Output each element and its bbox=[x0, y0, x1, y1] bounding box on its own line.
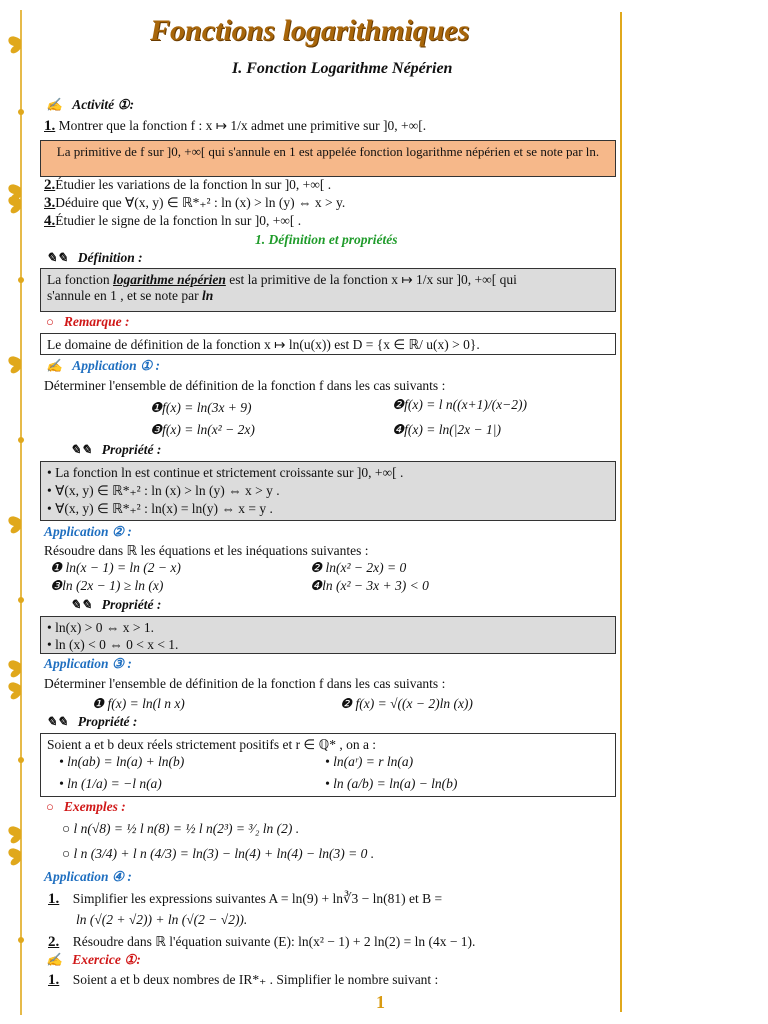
application-1-item-3: ❸f(x) = ln(x² − 2x) bbox=[150, 422, 255, 437]
decorative-vine-border bbox=[0, 0, 36, 1024]
section-definition-proprietes: 1. Définition et propriétés bbox=[255, 232, 398, 247]
definition-box bbox=[40, 268, 616, 312]
application-2-item-1: ❶ ln(x − 1) = ln (2 − x) bbox=[50, 560, 181, 575]
application-1-item-4: ❹f(x) = ln(|2x − 1|) bbox=[392, 422, 501, 437]
propriete-3-item: • ln(aʳ) = r ln(a) bbox=[325, 754, 414, 769]
definition-line-1: La fonction logarithme népérien est la primitive de la fonction x ↦ 1/x sur ]0, +∞[ qui bbox=[47, 272, 517, 287]
propriete-1-heading: ✎✎ Propriété : bbox=[70, 442, 162, 457]
application-1-item-2: ❷f(x) = l n((x+1)/(x−2)) bbox=[392, 397, 527, 412]
application-3-item-1: ❶ f(x) = ln(l n x) bbox=[92, 696, 185, 711]
propriete-3-heading: ✎✎ Propriété : bbox=[46, 714, 138, 729]
propriete-3-box bbox=[40, 733, 616, 797]
circle-bullet-icon: ○ bbox=[46, 314, 54, 329]
application-1-intro: Déterminer l'ensemble de définition de la fonction f dans les cas suivants : bbox=[44, 378, 446, 393]
exemple-2: ○ l n (3/4) + l n (4/3) = ln(3) − ln(4) + ln(4) − ln(3) = 0 . bbox=[62, 846, 375, 861]
exercice-heading: ✍ Exercice ①: bbox=[46, 952, 141, 967]
activite-definition-box: La primitive de f sur ]0, +∞[ qui s'annule en 1 est appelée fonction logarithme népérien et se note par ln. bbox=[40, 140, 616, 177]
page-number: 1 bbox=[376, 992, 385, 1012]
propriete-3-intro: Soient a et b deux réels strictement positifs et r ∈ ℚ* , on a : bbox=[47, 737, 377, 752]
propriete-3-item: • ln (a/b) = ln(a) − ln(b) bbox=[325, 776, 458, 791]
activite-q3: 3.Déduire que ∀(x, y) ∈ ℝ*₊² : ln (x) > ln (y) ⇔ x > y. bbox=[44, 195, 346, 211]
application-2-intro: Résoudre dans ℝ les équations et les inéquations suivantes : bbox=[44, 543, 369, 558]
remarque-heading: ○ Remarque : bbox=[46, 314, 130, 329]
pencil-icon: ✎✎ bbox=[46, 714, 68, 729]
definition-line-2: s'annule en 1 , et se note par ln bbox=[47, 288, 214, 303]
application-2-item-3: ❸ln (2x − 1) ≥ ln (x) bbox=[50, 578, 164, 593]
application-4-q1-cont: ln (√(2 + √2)) + ln (√(2 − √2)). bbox=[76, 912, 248, 927]
exemple-1: ○ l n(√8) = ½ l n(8) = ½ l n(2³) = ³⁄₂ ln (2) . bbox=[62, 821, 300, 836]
definition-heading: ✎✎ Définition : bbox=[46, 250, 143, 265]
propriete-2-heading: ✎✎ Propriété : bbox=[70, 597, 162, 612]
propriete-1-item: • La fonction ln est continue et strictement croissante sur ]0, +∞[ . bbox=[47, 465, 404, 480]
exercice-q1: 1. Soient a et b deux nombres de IR*₊ . Simplifier le nombre suivant : bbox=[48, 972, 439, 988]
propriete-3-item: • ln(ab) = ln(a) + ln(b) bbox=[59, 754, 185, 769]
right-border-line bbox=[620, 12, 622, 1012]
pencil-icon: ✎✎ bbox=[70, 597, 92, 612]
application-3-item-2: ❷ f(x) = √((x − 2)ln (x)) bbox=[340, 696, 473, 711]
pencil-icon: ✎✎ bbox=[46, 250, 68, 265]
application-4-q2: 2. Résoudre dans ℝ l'équation suivante (E): ln(x² − 1) + 2 ln(2) = ln (4x − 1). bbox=[48, 934, 476, 950]
propriete-1-item: • ∀(x, y) ∈ ℝ*₊² : ln(x) = ln(y) ⇔ x = y . bbox=[47, 501, 273, 516]
circle-bullet-icon: ○ bbox=[46, 799, 54, 814]
activite-heading: ✍ Activité ①: bbox=[46, 97, 135, 112]
application-1-heading: ✍ Application ① : bbox=[46, 358, 161, 373]
application-4-heading: Application ④ : bbox=[44, 869, 132, 884]
pen-icon: ✍ bbox=[46, 97, 63, 112]
page-title: Fonctions logarithmiques bbox=[150, 14, 470, 47]
propriete-2-box bbox=[40, 616, 616, 654]
application-2-item-2: ❷ ln(x² − 2x) = 0 bbox=[310, 560, 407, 575]
application-1-item-1: ❶f(x) = ln(3x + 9) bbox=[150, 400, 252, 415]
activite-q2: 2.Étudier les variations de la fonction ln sur ]0, +∞[ . bbox=[44, 177, 332, 193]
pen-icon: ✍ bbox=[46, 358, 63, 373]
propriete-1-box bbox=[40, 461, 616, 521]
application-3-intro: Déterminer l'ensemble de définition de la fonction f dans les cas suivants : bbox=[44, 676, 446, 691]
propriete-2-item: • ln(x) > 0 ⇔ x > 1. bbox=[47, 620, 154, 635]
application-2-heading: Application ② : bbox=[44, 524, 132, 539]
activite-q4: 4.Étudier le signe de la fonction ln sur ]0, +∞[ . bbox=[44, 213, 302, 229]
section-title: I. Fonction Logarithme Népérien bbox=[232, 60, 453, 77]
application-4-q1: 1. Simplifier les expressions suivantes A = ln(9) + ln∛3 − ln(81) et B = bbox=[48, 891, 443, 907]
exemples-heading: ○ Exemples : bbox=[46, 799, 126, 814]
activite-q1: 1. Montrer que la fonction f : x ↦ 1/x admet une primitive sur ]0, +∞[. bbox=[44, 118, 427, 134]
application-2-item-4: ❹ln (x² − 3x + 3) < 0 bbox=[310, 578, 429, 593]
pencil-icon: ✎✎ bbox=[70, 442, 92, 457]
propriete-1-item: • ∀(x, y) ∈ ℝ*₊² : ln (x) > ln (y) ⇔ x > y . bbox=[47, 483, 280, 498]
application-3-heading: Application ③ : bbox=[44, 656, 132, 671]
propriete-2-item: • ln (x) < 0 ⇔ 0 < x < 1. bbox=[47, 637, 179, 652]
propriete-3-item: • ln (1/a) = −l n(a) bbox=[59, 776, 162, 791]
remarque-box: Le domaine de définition de la fonction x ↦ ln(u(x)) est D = {x ∈ ℝ/ u(x) > 0}. bbox=[40, 333, 616, 355]
pen-icon: ✍ bbox=[46, 952, 63, 967]
